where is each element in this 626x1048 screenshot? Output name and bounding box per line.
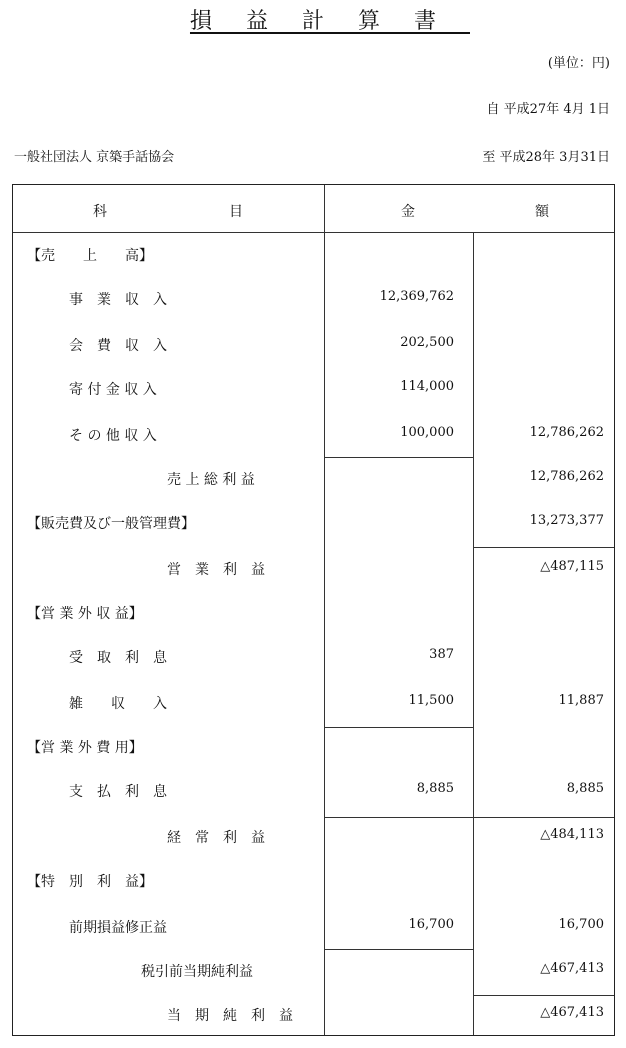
- row-label: 【販売費及び一般管理費】: [27, 516, 195, 532]
- period-to: 至 平成28年 3月31日: [482, 150, 610, 165]
- table-row: [13, 871, 614, 895]
- row-amount-total: 12,786,262: [529, 469, 604, 484]
- row-label: 当 期 純 利 益: [167, 1008, 293, 1024]
- row-label: 【営 業 外 収 益】: [27, 606, 143, 622]
- row-amount-total: △487,115: [540, 559, 604, 574]
- row-amount-detail: 387: [429, 647, 454, 662]
- row-label: 支 払 利 息: [69, 784, 167, 800]
- unit-label: (単位：円): [547, 56, 610, 71]
- page-title: 損益計算書: [189, 9, 470, 34]
- subtotal-rule: [473, 817, 614, 818]
- row-label: そ の 他 収 入: [69, 428, 157, 444]
- header-subject-2: 目: [229, 204, 243, 220]
- header-subject-1: 科: [93, 204, 107, 220]
- row-amount-total: 11,887: [558, 693, 604, 708]
- row-amount-total: 13,273,377: [529, 513, 604, 528]
- row-amount-total: 16,700: [558, 917, 604, 932]
- row-amount-total: 8,885: [566, 781, 604, 796]
- table-row: [13, 917, 614, 941]
- row-amount-total: △484,113: [540, 827, 604, 842]
- period-from: 自 平成27年 4月 1日: [486, 102, 610, 117]
- table-row: [13, 513, 614, 537]
- subtotal-rule: [324, 457, 474, 458]
- table-row: [13, 559, 614, 583]
- table-row: [13, 603, 614, 627]
- row-label: 前期損益修正益: [69, 920, 167, 936]
- row-amount-detail: 11,500: [408, 693, 454, 708]
- table-row: [13, 1005, 614, 1029]
- table-row: [13, 379, 614, 403]
- subtotal-rule: [324, 949, 474, 950]
- table-row: [13, 245, 614, 269]
- row-label: 経 常 利 益: [167, 830, 265, 846]
- row-amount-detail: 202,500: [400, 335, 454, 350]
- subtotal-rule: [473, 547, 614, 548]
- row-label: 営 業 利 益: [167, 562, 265, 578]
- row-label: 【売 上 高】: [27, 248, 153, 264]
- table-row: [13, 781, 614, 805]
- row-label: 寄 付 金 収 入: [69, 382, 157, 398]
- table-row: [13, 469, 614, 493]
- row-label: 税引前当期純利益: [141, 964, 253, 980]
- table-row: [13, 425, 614, 449]
- row-label: 売 上 総 利 益: [167, 472, 255, 488]
- row-label: 雑 収 入: [69, 696, 167, 712]
- header-amount-1: 金: [401, 204, 415, 220]
- row-label: 【特 別 利 益】: [27, 874, 153, 890]
- header-amount-2: 額: [535, 204, 549, 220]
- subtotal-rule: [324, 727, 474, 728]
- row-label: 事 業 収 入: [69, 292, 167, 308]
- row-amount-detail: 16,700: [408, 917, 454, 932]
- table-row: [13, 961, 614, 985]
- row-amount-total: △467,413: [540, 961, 604, 976]
- table-row: [13, 335, 614, 359]
- row-amount-detail: 12,369,762: [379, 289, 454, 304]
- subtotal-rule: [473, 995, 614, 996]
- row-amount-detail: 100,000: [400, 425, 454, 440]
- table-row: [13, 827, 614, 851]
- table-row: [13, 647, 614, 671]
- row-label: 受 取 利 息: [69, 650, 167, 666]
- income-statement-table: [12, 184, 615, 1036]
- subtotal-rule: [324, 817, 474, 818]
- row-label: 会 費 収 入: [69, 338, 167, 354]
- row-amount-detail: 114,000: [400, 379, 454, 394]
- table-row: [13, 693, 614, 717]
- row-amount-total: 12,786,262: [529, 425, 604, 440]
- organization-name: 一般社団法人 京築手話協会: [14, 150, 175, 165]
- header-divider: [13, 232, 614, 233]
- row-amount-detail: 8,885: [416, 781, 454, 796]
- row-label: 【営 業 外 費 用】: [27, 740, 143, 756]
- table-row: [13, 289, 614, 313]
- row-amount-total: △467,413: [540, 1005, 604, 1020]
- table-row: [13, 737, 614, 761]
